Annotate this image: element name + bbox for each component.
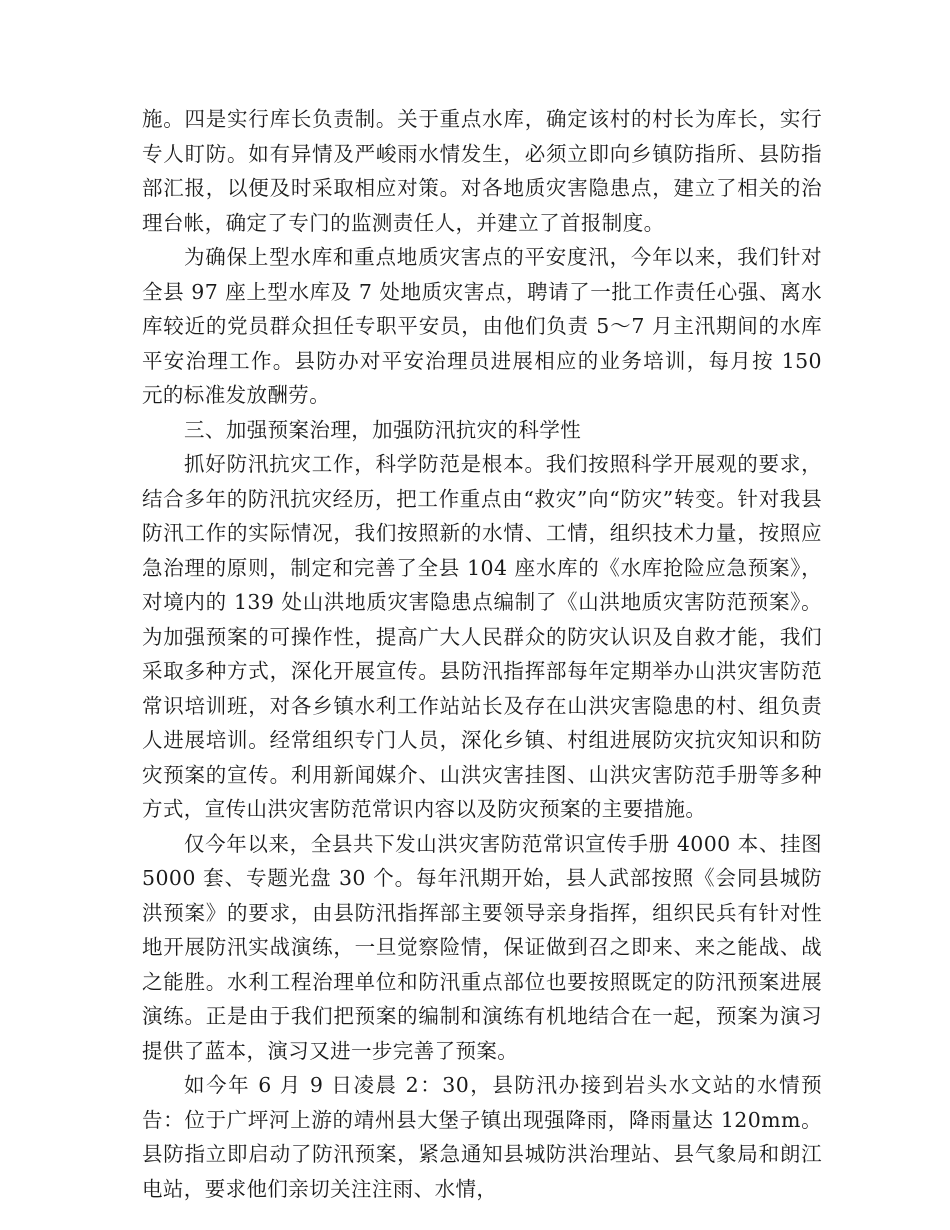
paragraph-scientific-prevention: 抓好防汛抗灾工作，科学防范是根本。我们按照科学开展观的要求，结合多年的防汛抗灾经历，把工作重点由“救灾”向“防灾”转变。针对我县防汛工作的实际情况，我们按照新的水情、工情，组织技术力量，按照应急治理的原则，制定和完善了全县 104 座水库的《水库抢险应急预案》，对境内的 139 处山洪地质灾害隐患点编制了《山洪地质灾害防范预案》。为加强预案的可操作性，提高广大人民群众的防灾认识及自救才能，我们采取多种方式，深化开展宣传。县防汛指挥部每年定期举办山洪灾害防范常识培训班，对各乡镇水利工作站站长及存在山洪灾害隐患的村、组负责人进展培训。经常组织专门人员，深化乡镇、村组进展防灾抗灾知识和防灾预案的宣传。利用新闻媒介、山洪灾害挂图、山洪灾害防范手册等多种方式，宣传山洪灾害防范常识内容以及防灾预案的主要措施。 <box>142 452 822 821</box>
paragraph-publicity-drills: 仅今年以来，全县共下发山洪灾害防范常识宣传手册 4000 本、挂图 5000 套、专题光盘 30 个。每年汛期开始，县人武部按照《会同县城防洪预案》的要求，由县防汛指挥部主要领导亲身指挥，组织民兵有针对性地开展防汛实战演练，一旦觉察险情，保证做到召之即来、来之能战、战之能胜。水利工程治理单位和防汛重点部位也要按照既定的防汛预案进展演练。正是由于我们把预案的编制和演练有机地结合在一起，预案为演习提供了蓝本，演习又进一步完善了预案。 <box>142 831 822 1063</box>
document-page <box>142 102 822 1206</box>
paragraph-continuation: 施。四是实行库长负责制。关于重点水库，确定该村的村长为库长，实行专人盯防。如有异情及严峻雨水情发生，必须立即向乡镇防指所、县防指部汇报，以便及时采取相应对策。对各地质灾害隐患点，建立了相关的治理台帐，确定了专门的监测责任人，并建立了首报制度。 <box>142 107 822 235</box>
paragraph-june-forecast: 如今年 6 月 9 日凌晨 2：30，县防汛办接到岩头水文站的水情预告：位于广坪河上游的靖州县大堡子镇出现强降雨，降雨量达 120mm。县防指立即启动了防汛预案，紧急通知县城防洪治理站、县气象局和朗江电站，要求他们亲切关注注雨、水情， <box>142 1073 822 1201</box>
paragraph-safety-officers: 为确保上型水库和重点地质灾害点的平安度汛，今年以来，我们针对全县 97 座上型水库及 7 处地质灾害点，聘请了一批工作责任心强、离水库较近的党员群众担任专职平安员，由他们负责 5～7 月主汛期间的水库平安治理工作。县防办对平安治理员进展相应的业务培训，每月按 150 元的标准发放酬劳。 <box>142 245 822 407</box>
section-heading-plan-management: 三、加强预案治理，加强防汛抗灾的科学性 <box>184 417 582 442</box>
